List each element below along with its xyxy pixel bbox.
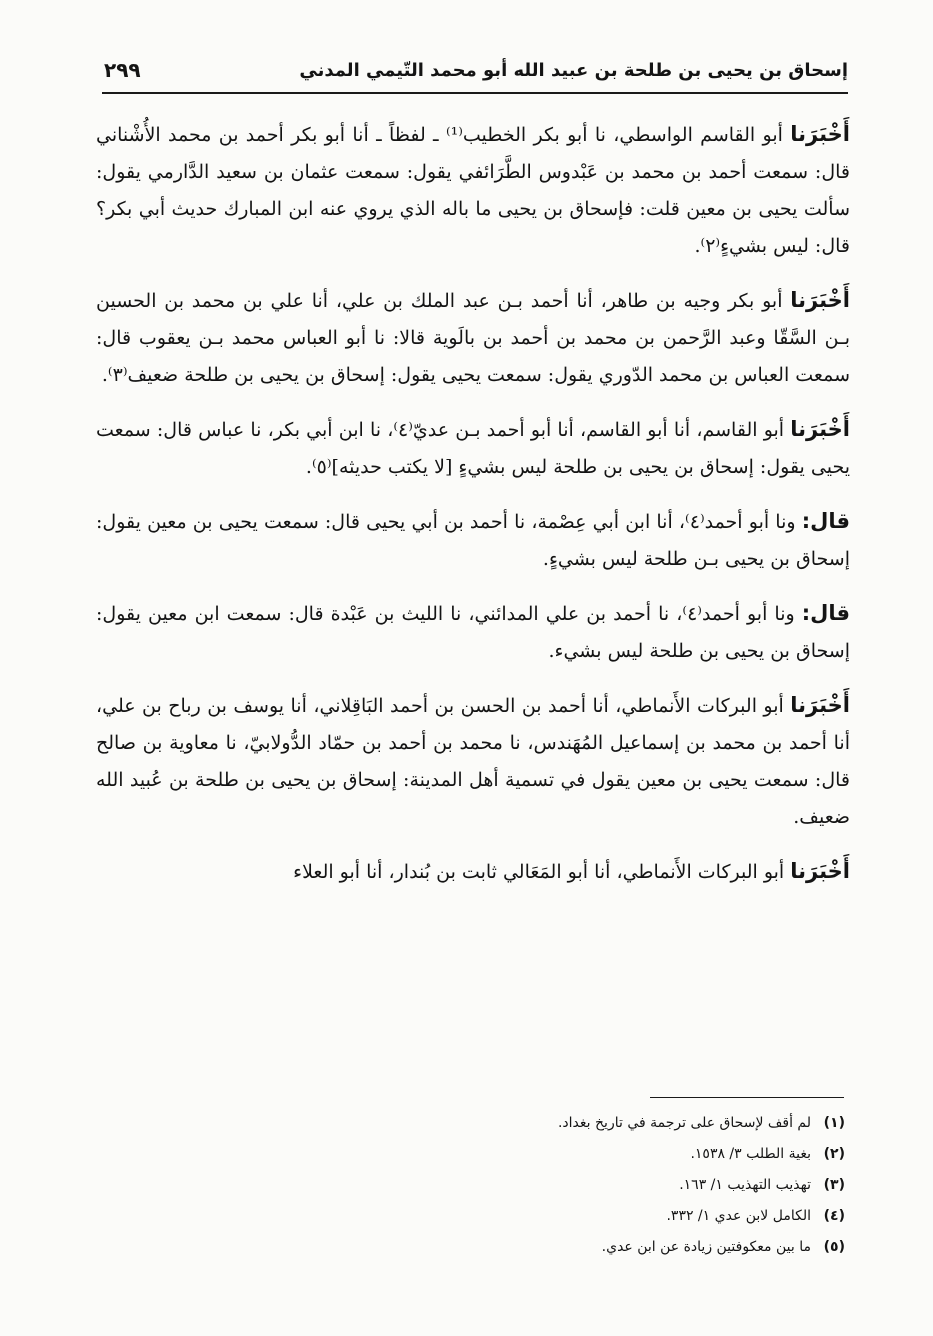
- paragraph: [96, 853, 850, 891]
- paragraph: [96, 687, 850, 836]
- paragraph-text: أبو القاسم الواسطي، نا أبو بكر الخطيب⁽¹⁾ ـ لفظاً ـ أنا أبو بكر أحمد بن محمد الأُشْناني قال: سمعت أحمد بن محمد بن عَبْدوس الطَّرَائفي يقول: سمعت عثمان بن سعيد الدَّارمي يقول: سألت يحيى بن معين قلت: فإسحاق بن يحيى ما باله الذي يروي عنه ابن المبارك حديث أبي بكر؟ قال: ليس بشيءٍ⁽٢⁾.: [96, 124, 850, 257]
- footnote-text: ما بين معكوفتين زيادة عن ابن عدي.: [601, 1239, 811, 1255]
- footnote-text: بغية الطلب ٣/ ١٥٣٨.: [690, 1146, 811, 1162]
- footnote-number: (٢): [823, 1146, 845, 1162]
- footnote-text: لم أقف لإسحاق على ترجمة في تاريخ بغداد.: [557, 1115, 811, 1131]
- paragraph-text: ونا أبو أحمد⁽٤⁾، نا أحمد بن علي المدائني، نا الليث بن عَبْدة قال: سمعت ابن معين يقول: إسحاق بن يحيى بن طلحة ليس بشيء.: [96, 603, 850, 662]
- footnote: [300, 1170, 845, 1201]
- paragraph: [96, 282, 850, 394]
- footnote-rule: [650, 1097, 844, 1098]
- page-number: ٢٩٩: [104, 58, 141, 82]
- footnote: [300, 1201, 845, 1232]
- footnote-number: (٤): [823, 1208, 845, 1224]
- paragraph: [96, 411, 850, 486]
- header-rule: [102, 92, 848, 94]
- running-title: إسحاق بن يحيى بن طلحة بن عبيد الله أبو محمد التّيمي المدني: [299, 60, 848, 81]
- paragraph-lead: أَخْبَرَنا: [790, 859, 850, 883]
- page-header: [102, 56, 848, 92]
- paragraph: [96, 503, 850, 578]
- paragraph: [96, 595, 850, 670]
- main-text: [96, 116, 850, 908]
- paragraph-text: أبو القاسم، أنا أبو القاسم، أنا أبو أحمد بـن عديّ⁽٤⁾، نا ابن أبي بكر، نا عباس قال: سمعت يحيى يقول: إسحاق بن يحيى بن طلحة ليس بشيءٍ [لا يكتب حديثه]⁽٥⁾.: [96, 419, 850, 478]
- paragraph-text: أبو البركات الأَنماطي، أنا أحمد بن الحسن بن أحمد البَاقِلاني، أنا يوسف بن رباح بن علي، أنا أحمد بن محمد بن إسماعيل المُهَندس، نا محمد بن أحمد بن حمّاد الدُّولابيّ، نا معاوية بن صالح قال: سمعت يحيى بن معين يقول في تسمية أهل المدينة: إسحاق بن يحيى بن طلحة بن عُبيد الله ضعيف.: [96, 695, 850, 828]
- footnote: [300, 1108, 845, 1139]
- paragraph-lead: أَخْبَرَنا: [790, 417, 850, 441]
- paragraph-lead: أَخْبَرَنا: [790, 693, 850, 717]
- footnote: [300, 1139, 845, 1170]
- footnote-text: تهذيب التهذيب ١/ ١٦٣.: [679, 1177, 811, 1193]
- paragraph-text: أبو البركات الأَنماطي، أنا أبو المَعَالي ثابت بن بُندار، أنا أبو العلاء: [293, 861, 791, 883]
- paragraph-lead: أَخْبَرَنا: [790, 122, 850, 146]
- paragraph-lead: أَخْبَرَنا: [790, 288, 850, 312]
- footnote-number: (٥): [823, 1239, 845, 1255]
- paragraph-lead: قال:: [801, 509, 850, 533]
- paragraph-lead: قال:: [801, 601, 851, 625]
- footnote-text: الكامل لابن عدي ١/ ٣٣٢.: [666, 1208, 811, 1224]
- footnote-number: (٣): [823, 1177, 845, 1193]
- paragraph-text: أبو بكر وجيه بن طاهر، أنا أحمد بـن عبد الملك بن علي، أنا علي بن محمد بن الحسين بـن السَّقّا وعبد الرَّحمن بن محمد بن أحمد بن بالَوية قالا: نا أبو العباس محمد بـن يعقوب قال: سمعت العباس بن محمد الدّوري يقول: سمعت يحيى يقول: إسحاق بن يحيى بن طلحة ضعيف⁽٣⁾.: [96, 290, 850, 386]
- paragraph-text: ونا أبو أحمد⁽٤⁾، أنا ابن أبي عِصْمة، نا أحمد بن أبي يحيى قال: سمعت يحيى بن معين يقول: إسحاق بن يحيى بـن طلحة ليس بشيءٍ.: [96, 511, 850, 570]
- footnotes: [300, 1108, 845, 1263]
- paragraph: [96, 116, 850, 265]
- footnote: [300, 1232, 845, 1263]
- footnote-number: (١): [823, 1115, 845, 1131]
